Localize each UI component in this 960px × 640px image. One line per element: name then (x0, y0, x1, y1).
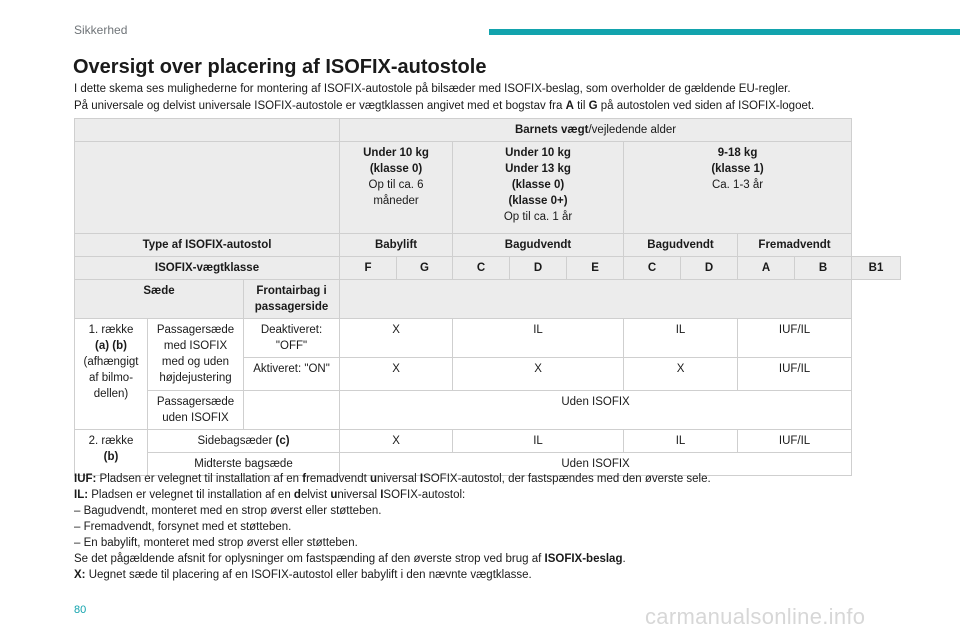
type-cell: Bagudvendt (453, 234, 624, 257)
value-cell: X (453, 358, 624, 391)
value-cell: IUF/IL (738, 319, 852, 358)
value-cell: Uden ISOFIX (340, 453, 852, 476)
class-cell: C (624, 257, 681, 280)
row1-seat-no-isofix: Passagersæde uden ISOFIX (148, 391, 244, 430)
value-cell: IL (624, 430, 738, 453)
type-cell: Bagudvendt (624, 234, 738, 257)
type-row (75, 234, 901, 257)
class-cell: B (795, 257, 852, 280)
intro-line-1: I dette skema ses mulighederne for montering af ISOFIX-autostole på bilsæder med ISOFIX-beslag, som overholder de gældende EU-regler. (74, 83, 791, 95)
class-cell: E (567, 257, 624, 280)
weight-group-2: Under 10 kg Under 13 kg (klasse 0) (klasse 0+) Op til ca. 1 år (453, 142, 624, 234)
page-title: Oversigt over placering af ISOFIX-autostole (73, 56, 487, 78)
class-cell: F (340, 257, 397, 280)
type-cell: Babylift (340, 234, 453, 257)
row2-side (75, 430, 901, 453)
note-dash-2: – Fremadvendt, forsynet med et støtteben. (74, 521, 292, 533)
note-iuf: IUF: Pladsen er velegnet til installation af en fremadvendt universal ISOFIX-autostol, der fastspændes med den øverste sele. (74, 473, 711, 485)
value-cell: X (624, 358, 738, 391)
note-x: X: Uegnet sæde til placering af en ISOFIX-autostol eller babylift i den nævnte vægtklasse. (74, 569, 532, 581)
weight-groups-row (75, 142, 901, 234)
row1-label: 1. række (a) (b) (afhængigt af bilmo- dellen) (75, 319, 148, 430)
class-row (75, 257, 901, 280)
weight-group-3: 9-18 kg (klasse 1) Ca. 1-3 år (624, 142, 852, 234)
class-cell: C (453, 257, 510, 280)
section-header: Sikkerhed (74, 23, 128, 37)
airbag-label: Frontairbag i passagerside (244, 280, 340, 319)
weight-header: Barnets vægt/vejledende alder (340, 119, 852, 142)
weight-group-1: Under 10 kg (klasse 0) Op til ca. 6 måneder (340, 142, 453, 234)
class-label: ISOFIX-vægtklasse (75, 257, 340, 280)
class-cell: G (397, 257, 453, 280)
row2-label: 2. række (b) (75, 430, 148, 476)
value-cell: Uden ISOFIX (340, 391, 852, 430)
note-dash-3: – En babylift, monteret med strop øverst eller støtteben. (74, 537, 358, 549)
airbag-off: Deaktiveret: "OFF" (244, 319, 340, 358)
weight-header-row (75, 119, 901, 142)
row1-seat-isofix: Passagersæde med ISOFIX med og uden højdejustering (148, 319, 244, 391)
intro-line-2: På universale og delvist universale ISOFIX-autostole er vægtklassen angivet med et bogstav fra A til G på autostolen ved siden af ISOFIX-logoet. (74, 99, 815, 112)
value-cell: IL (453, 430, 624, 453)
header-accent-bar (489, 29, 960, 35)
value-cell: IUF/IL (738, 430, 852, 453)
isofix-table (74, 118, 901, 476)
notes (74, 471, 934, 583)
row1-off (75, 319, 901, 358)
value-cell: IL (453, 319, 624, 358)
value-cell: X (340, 358, 453, 391)
row1-no-isofix (75, 391, 901, 430)
row2-middle-label: Midterste bagsæde (148, 453, 340, 476)
intro-text (74, 81, 934, 114)
note-dash-1: – Bagudvendt, monteret med en strop øverst eller støtteben. (74, 505, 382, 517)
value-cell: IUF/IL (738, 358, 852, 391)
seat-header-row (75, 280, 901, 319)
airbag-on: Aktiveret: "ON" (244, 358, 340, 391)
type-cell: Fremadvendt (738, 234, 852, 257)
type-label: Type af ISOFIX-autostol (75, 234, 340, 257)
note-see: Se det pågældende afsnit for oplysninger om fastspænding af den øverste strop ved brug af ISOFIX-beslag. (74, 553, 626, 565)
seat-label: Sæde (75, 280, 244, 319)
row2-side-label: Sidebagsæder (c) (148, 430, 340, 453)
value-cell: X (340, 319, 453, 358)
page-number: 80 (74, 604, 87, 616)
class-cell: A (738, 257, 795, 280)
class-cell: B1 (852, 257, 901, 280)
note-il: IL: Pladsen er velegnet til installation af en delvist universal ISOFIX-autostol: (74, 489, 466, 501)
watermark: carmanualsonline.info (645, 604, 866, 629)
value-cell: X (340, 430, 453, 453)
value-cell: IL (624, 319, 738, 358)
class-cell: D (510, 257, 567, 280)
class-cell: D (681, 257, 738, 280)
